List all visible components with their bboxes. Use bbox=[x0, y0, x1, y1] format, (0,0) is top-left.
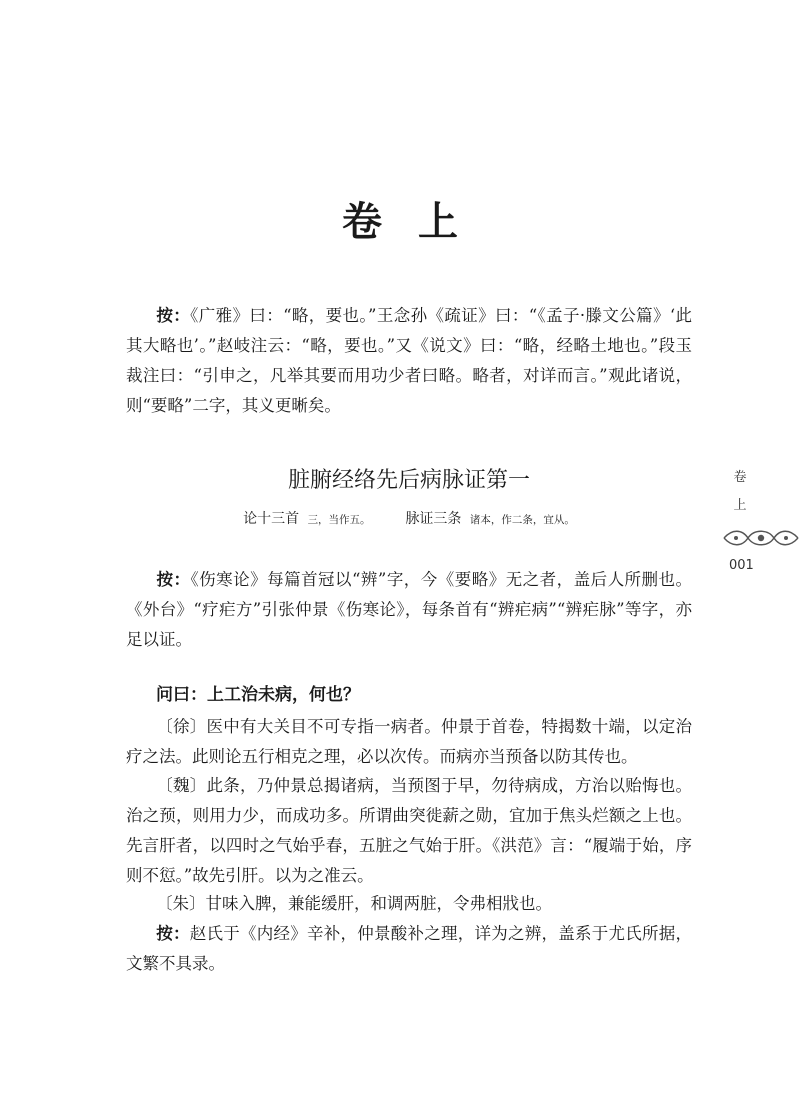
note2-text: 赵氏于《内经》辛补，仲景酸补之理，详为之辨，盖系于尤氏所据，文繁不具录。 bbox=[126, 924, 692, 973]
scroll-ornament-icon bbox=[722, 527, 800, 549]
chapter-title: 脏腑经络先后病脉证第一 bbox=[287, 468, 530, 493]
commentary-tag: 〔朱〕 bbox=[156, 894, 206, 913]
commentary-tag: 〔魏〕 bbox=[156, 776, 207, 795]
subtitle-part2: 脉证三条 bbox=[405, 511, 462, 527]
commentary-zhu bbox=[126, 889, 692, 919]
subtitle-note2: 诸本，作二条，宜从。 bbox=[469, 514, 575, 526]
commentary-text: 甘味入脾，兼能缓肝，和调两脏，令弗相戕也。 bbox=[205, 894, 552, 913]
subtitle-note1: 三，当作五。 bbox=[307, 514, 371, 526]
note-paragraph-1 bbox=[126, 565, 692, 655]
volume-title: 卷上 bbox=[342, 199, 494, 245]
note-paragraph-2 bbox=[126, 919, 692, 979]
intro-lead: 按： bbox=[156, 306, 191, 325]
commentary-tag: 〔徐〕 bbox=[156, 717, 207, 736]
commentary-text: 医中有大关目不可专指一病者。仲景于首卷，特揭数十端，以定治疗之法。此则论五行相克之理，必以次传。而病亦当预备以防其传也。 bbox=[126, 717, 692, 766]
side-label-bottom: 上 bbox=[733, 498, 747, 513]
commentary-text: 此条，乃仲景总揭诸病，当预图于早，勿待病成，方治以贻悔也。治之预，则用力少，而成功多。所谓曲突徙薪之勋，宜加于焦头烂额之上也。先言肝者，以四时之气始乎春，五脏之气始于肝。《洪范》言：“履端于始，序则不愆。”故先引肝。以为之准云。 bbox=[126, 776, 692, 885]
side-label-top: 卷 bbox=[733, 470, 747, 485]
note1-lead: 按： bbox=[156, 570, 191, 589]
page-number: 001 bbox=[729, 558, 754, 573]
intro-paragraph bbox=[126, 301, 692, 421]
commentary-xu bbox=[126, 712, 692, 772]
chapter-subtitle bbox=[126, 508, 692, 531]
note2-lead: 按： bbox=[156, 924, 190, 943]
question-heading: 问曰：上工治未病，何也？ bbox=[156, 685, 360, 705]
intro-text: 《广雅》曰：“略，要也。”王念孙《疏证》曰：“《孟子·滕文公篇》‘此其大略也’。”赵岐注云：“略，要也。”又《说文》曰：“略，经略土地也。”段玉裁注曰：“引申之，凡举其要而用功少者曰略。略者，对详而言。”观此诸说，则“要略”二字，其义更晰矣。 bbox=[126, 306, 693, 415]
commentary-wei bbox=[126, 771, 692, 891]
note1-text: 《伤寒论》每篇首冠以“辨”字，今《要略》无之者，盖后人所删也。《外台》“疗疟方”引张仲景《伤寒论》，每条首有“辨疟病”“辨疟脉”等字，亦足以证。 bbox=[126, 570, 693, 649]
subtitle-part1: 论十三首 bbox=[243, 511, 300, 527]
